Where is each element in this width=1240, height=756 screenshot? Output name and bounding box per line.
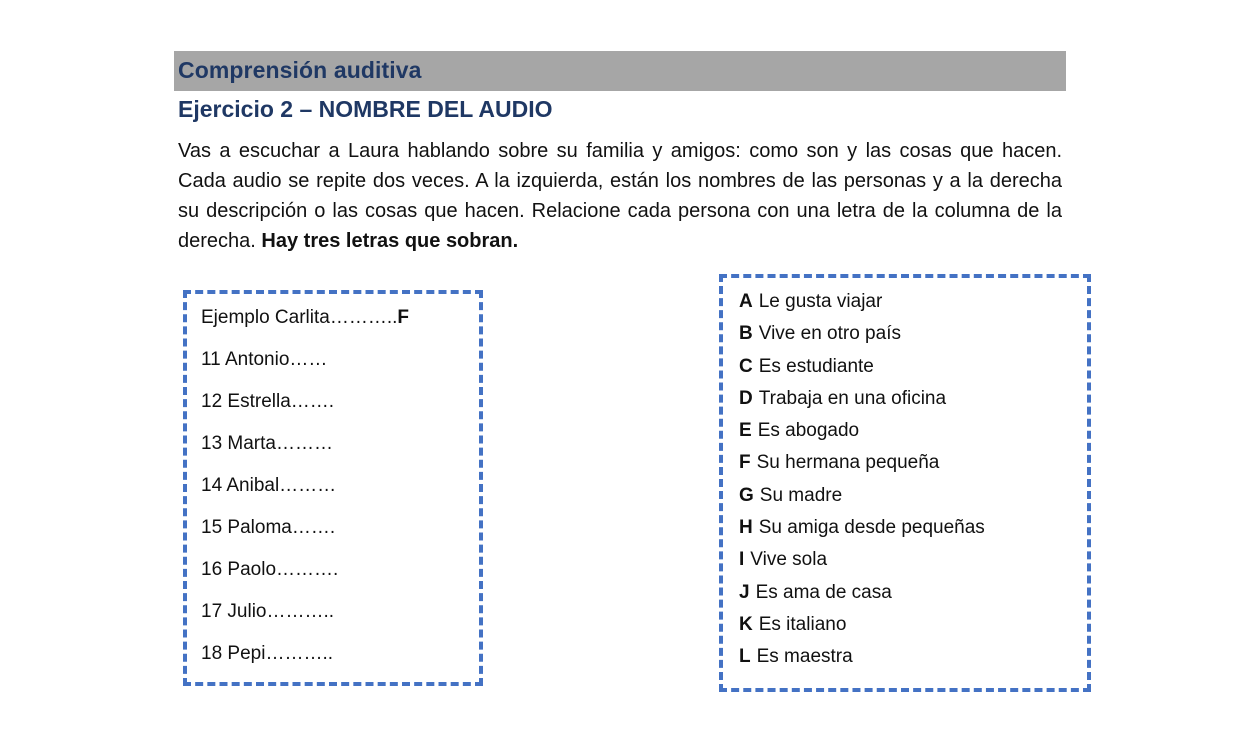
name-item-17: 17 Julio……….. bbox=[201, 601, 335, 622]
letter-text: Es estudiante bbox=[758, 355, 874, 377]
letter-key: B bbox=[739, 323, 753, 345]
letter-text: Su madre bbox=[759, 484, 843, 506]
example-label: Ejemplo Carlita……….. bbox=[201, 307, 398, 328]
letter-text: Le gusta viajar bbox=[758, 291, 883, 312]
letter-key: G bbox=[739, 484, 754, 506]
letter-item-k bbox=[739, 613, 985, 645]
letter-text: Vive sola bbox=[750, 549, 828, 571]
example-answer: F bbox=[397, 307, 409, 328]
instructions-bold-note: Hay tres letras que sobran. bbox=[261, 230, 519, 252]
letter-key: L bbox=[739, 646, 751, 668]
letter-text: Es maestra bbox=[756, 646, 853, 668]
letter-item-l bbox=[739, 645, 985, 677]
letters-list bbox=[739, 290, 985, 678]
letter-text: Su hermana pequeña bbox=[756, 452, 940, 474]
letter-key: I bbox=[739, 549, 745, 571]
name-item-11: 11 Antonio…… bbox=[201, 349, 328, 370]
letter-text: Es abogado bbox=[757, 420, 860, 442]
name-item-15: 15 Paloma……. bbox=[201, 517, 336, 538]
letter-item-h bbox=[739, 516, 985, 548]
section-title: Comprensión auditiva bbox=[178, 57, 422, 83]
letter-text: Vive en otro país bbox=[758, 323, 901, 345]
instructions-text: Vas a escuchar a Laura hablando sobre su familia y amigos: como son y las cosas que hacen. Cada audio se repite dos veces. A la izquierda, están los nombres de las personas y a la derecha su descripción o las cosas que hacen. Relacione cada persona con una letra de la columna de la derecha. bbox=[178, 140, 1062, 252]
letter-key: J bbox=[739, 581, 750, 603]
letter-item-b bbox=[739, 322, 985, 354]
letter-item-a bbox=[739, 290, 985, 322]
letter-key: K bbox=[739, 613, 753, 635]
letter-key: D bbox=[739, 387, 753, 409]
letter-text: Es italiano bbox=[758, 613, 847, 635]
letter-item-e bbox=[739, 419, 985, 451]
letter-text: Su amiga desde pequeñas bbox=[758, 517, 985, 539]
letter-item-f bbox=[739, 451, 985, 483]
letter-item-i bbox=[739, 548, 985, 580]
letters-column-box bbox=[719, 274, 1091, 692]
name-item-14: 14 Anibal……… bbox=[201, 475, 337, 496]
letter-item-d bbox=[739, 387, 985, 419]
letter-text: Trabaja en una oficina bbox=[758, 387, 947, 409]
letter-text: Es ama de casa bbox=[755, 581, 892, 603]
letter-key: F bbox=[739, 452, 751, 474]
name-item-12: 12 Estrella……. bbox=[201, 391, 335, 412]
names-column-box bbox=[183, 290, 483, 686]
letter-key: E bbox=[739, 420, 752, 442]
letter-key: A bbox=[739, 291, 753, 312]
exercise-title: Ejercicio 2 – NOMBRE DEL AUDIO bbox=[178, 96, 553, 122]
instructions-paragraph bbox=[178, 136, 1062, 256]
letter-item-c bbox=[739, 355, 985, 387]
letter-key: C bbox=[739, 355, 753, 377]
name-item-18: 18 Pepi……….. bbox=[201, 643, 333, 664]
name-item-example bbox=[201, 306, 409, 348]
letter-item-g bbox=[739, 484, 985, 516]
letter-key: H bbox=[739, 517, 753, 539]
letter-item-j bbox=[739, 581, 985, 613]
names-list bbox=[201, 306, 409, 684]
name-item-13: 13 Marta……… bbox=[201, 433, 333, 454]
name-item-16: 16 Paolo………. bbox=[201, 559, 339, 580]
section-header-bar bbox=[174, 51, 1066, 91]
